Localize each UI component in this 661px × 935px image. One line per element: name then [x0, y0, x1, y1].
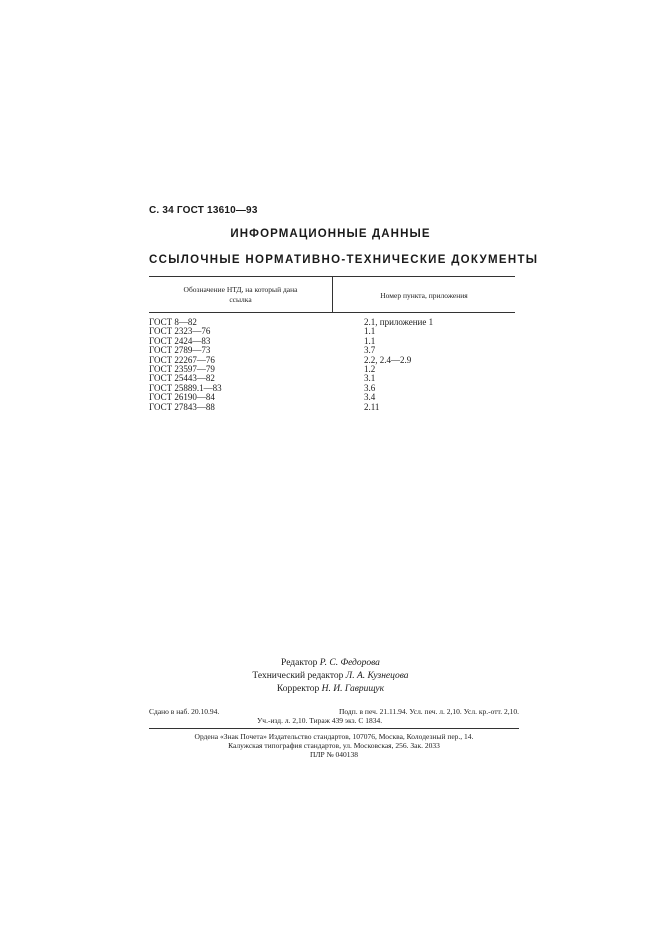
cell-document: ГОСТ 27843—88 — [149, 401, 215, 412]
title-main: ИНФОРМАЦИОННЫЕ ДАННЫЕ — [230, 228, 431, 240]
editor-name: Р. С. Федорова — [319, 658, 380, 668]
tech-editor-label: Технический редактор — [252, 671, 344, 681]
cell-clause: 3.6 — [364, 382, 376, 393]
cell-document: ГОСТ 8—82 — [149, 317, 197, 327]
editor-label: Редактор — [281, 658, 318, 668]
col-header-document-line1: Обозначение НТД, на который дана — [183, 285, 298, 294]
cell-document: ГОСТ 2789—73 — [149, 345, 211, 356]
typesetting-date: Сдано в наб. 20.10.94. — [149, 707, 220, 716]
page-header: С. 34 ГОСТ 13610—93 — [149, 205, 258, 216]
proofreader-label: Корректор — [276, 684, 320, 694]
cell-document: ГОСТ 25443—82 — [149, 373, 215, 384]
reference-table-body — [149, 318, 515, 412]
print-details: Подп. в печ. 21.11.94. Усл. печ. л. 2,10. Усл. кр.-отт. 2,10. — [338, 707, 519, 716]
proofreader-name: Н. И. Гаврищук — [321, 684, 385, 694]
col-header-clause: Номер пункта, приложения — [380, 291, 468, 300]
editorial-credits — [0, 657, 661, 696]
cell-clause: 3.1 — [364, 373, 376, 384]
cell-clause: 1.2 — [364, 363, 376, 374]
publisher-line: Ордена «Знак Почета» Издательство стандартов, 107076, Москва, Колодезный пер., 14. — [194, 732, 474, 741]
cell-document: ГОСТ 2323—76 — [149, 326, 211, 337]
title-section: ССЫЛОЧНЫЕ НОРМАТИВНО-ТЕХНИЧЕСКИЕ ДОКУМЕНТЫ — [149, 254, 539, 266]
cell-document: ГОСТ 25889.1—83 — [149, 382, 222, 393]
cell-document: ГОСТ 22267—76 — [149, 354, 215, 365]
publishing-info — [149, 707, 519, 759]
publishing-divider — [149, 728, 519, 729]
cell-clause: 3.7 — [364, 345, 376, 356]
table-row — [149, 403, 515, 412]
printer-line: Калужская типография стандартов, ул. Московская, 256. Зак. 2033 — [228, 741, 440, 750]
col-header-document-line2: ссылка — [229, 295, 252, 304]
cell-document: ГОСТ 23597—79 — [149, 363, 215, 374]
tech-editor-line — [0, 670, 661, 683]
proofreader-line — [0, 683, 661, 696]
publishing-line-1 — [149, 707, 519, 716]
cell-clause: 3.4 — [364, 392, 376, 403]
tech-editor-name: Л. А. Кузнецова — [345, 671, 409, 681]
cell-document: ГОСТ 2424—83 — [149, 335, 211, 346]
editor-line — [0, 657, 661, 670]
cell-clause: 1.1 — [364, 326, 376, 337]
cell-clause: 1.1 — [364, 335, 376, 346]
cell-clause: 2.11 — [364, 401, 380, 412]
reference-table-header — [149, 276, 515, 313]
cell-clause: 2.2, 2.4—2.9 — [364, 354, 412, 365]
cell-clause: 2.1, приложение 1 — [364, 317, 434, 327]
cell-document: ГОСТ 26190—84 — [149, 392, 215, 403]
col-header-document — [149, 285, 332, 305]
license-line: ПЛР № 040138 — [309, 750, 359, 759]
publishing-line-2: Уч.-изд. л. 2,10. Тираж 439 экз. С 1834. — [257, 716, 383, 725]
